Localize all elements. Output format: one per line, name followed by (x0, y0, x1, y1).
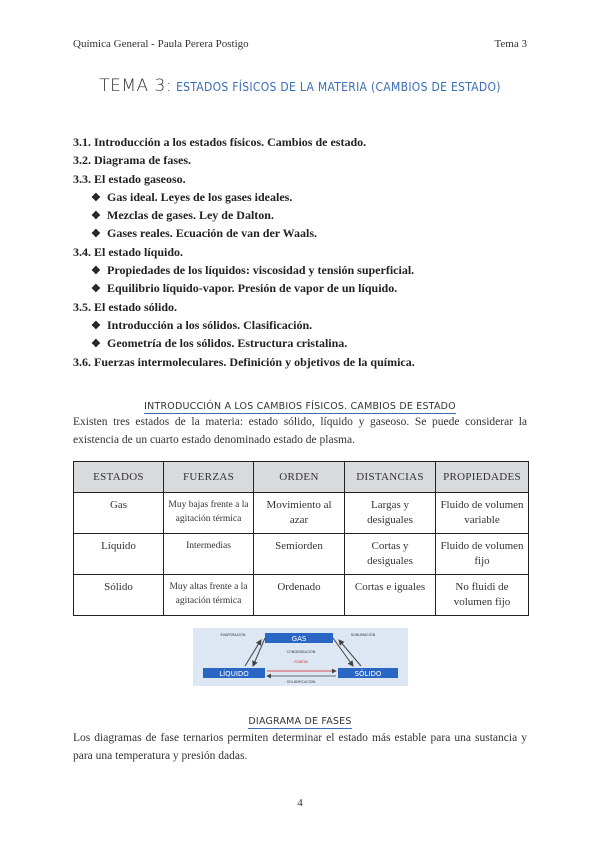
table-cell: Semiorden (254, 534, 345, 575)
table-cell: Cortas e iguales (345, 575, 436, 616)
toc-item (73, 133, 527, 151)
label-sublimacion: SUBLIMACIÓN (350, 633, 376, 637)
toc-item-text: Gas ideal. Leyes de los gases ideales. (107, 189, 293, 204)
page-number: 4 (297, 797, 303, 809)
table-cell: Fluido de volumen variable (436, 493, 529, 534)
table-cell: Fluido de volumen fijo (436, 534, 529, 575)
table-cell: Ordenado (254, 575, 345, 616)
table-row (74, 493, 529, 534)
toc-item-text: Mezclas de gases. Ley de Dalton. (107, 208, 274, 223)
solid-label: SÓLIDO (354, 670, 382, 678)
state-changes-svg (193, 628, 408, 686)
table-cell: Líquido (74, 534, 164, 575)
page-title (0, 76, 600, 96)
table-cell: Movimiento al azar (254, 493, 345, 534)
toc-item (73, 243, 527, 261)
arrow-gas-solid (333, 638, 353, 666)
toc-item (73, 261, 527, 279)
diamond-bullet-icon: ❖ (91, 191, 101, 204)
diamond-bullet-icon: ❖ (91, 210, 101, 223)
section-heading-intro (0, 396, 600, 414)
toc-item (73, 188, 527, 206)
header-topic: Tema 3 (494, 38, 527, 50)
table-header-cell: PROPIEDADES (436, 462, 529, 493)
table-header-cell: ESTADOS (74, 462, 164, 493)
toc-item (73, 206, 527, 224)
table-cell: Muy bajas frente a la agitación térmica (164, 493, 254, 534)
toc-item-text: Propiedades de los líquidos: viscosidad y tensión superficial. (107, 263, 415, 278)
diamond-bullet-icon: ❖ (91, 338, 101, 351)
toc-item-text: 3.1. Introducción a los estados físicos. Cambios de estado. (73, 135, 367, 149)
toc-item (73, 170, 527, 188)
table-cell: Muy altas frente a la agitación térmica (164, 575, 254, 616)
diamond-bullet-icon: ❖ (91, 228, 101, 241)
label-condensacion: CONDENSACIÓN (286, 650, 316, 654)
toc-item-text: 3.2. Diagrama de fases. (73, 153, 191, 168)
table-row (74, 575, 529, 616)
table-row (74, 534, 529, 575)
label-solidificacion: SOLIDIFICACIÓN (286, 680, 316, 684)
diamond-bullet-icon: ❖ (91, 283, 101, 296)
table-cell: Intermedias (164, 534, 254, 575)
label-evaporacion: EVAPORACIÓN (220, 633, 246, 637)
toc-item (73, 298, 527, 316)
label-fusion: FUSIÓN (294, 660, 308, 664)
section-heading-intro-text: INTRODUCCIÓN A LOS CAMBIOS FÍSICOS. CAMBIOS DE ESTADO (144, 401, 456, 412)
state-changes-diagram (193, 628, 408, 686)
table-cell: Sólido (74, 575, 164, 616)
title-main: TEMA 3: (99, 76, 173, 96)
section-heading-phase-diagram (0, 711, 600, 729)
diamond-bullet-icon: ❖ (91, 319, 101, 332)
phase-diagram-paragraph: Los diagramas de fase ternarios permiten determinar el estado más estable para una sustancia y para una temperatura y presión dadas. (73, 732, 527, 762)
toc-item-text: 3.3. El estado gaseoso. (73, 171, 186, 186)
gas-label: GAS (291, 635, 307, 643)
intro-paragraph: Existen tres estados de la materia: estado sólido, líquido y gaseoso. Se puede considerar la existencia de un cuarto estado denominado estado de plasma. (73, 416, 527, 446)
toc-item (73, 316, 527, 334)
diamond-bullet-icon: ❖ (91, 265, 101, 278)
toc-item-text: 3.6. Fuerzas intermoleculares. Definición y objetivos de la química. (73, 354, 415, 369)
title-subtitle: ESTADOS FÍSICOS DE LA MATERIA (CAMBIOS DE ESTADO) (176, 80, 501, 94)
toc-item-text: Gases reales. Ecuación de van der Waals. (107, 226, 318, 241)
arrow-gas-liquid (253, 638, 265, 666)
table-cell: No fluidi de volumen fijo (436, 575, 529, 616)
toc-item (73, 279, 527, 297)
table-cell: Cortas y desiguales (345, 534, 436, 575)
toc-item-text: Geometría de los sólidos. Estructura cristalina. (107, 336, 348, 351)
table-cell: Gas (74, 493, 164, 534)
liquid-label: LÍQUIDO (219, 670, 249, 678)
toc-item-text: 3.4. El estado líquido. (73, 244, 184, 259)
table-cell: Largas y desiguales (345, 493, 436, 534)
header-author: Química General - Paula Perera Postigo (73, 38, 249, 50)
table-header-row (74, 462, 529, 493)
toc-item (73, 224, 527, 242)
table-header-cell: FUERZAS (164, 462, 254, 493)
toc-item-text: Equilibrio líquido-vapor. Presión de vapor de un líquido. (107, 281, 398, 296)
toc-item (73, 151, 527, 169)
table-header-cell: DISTANCIAS (345, 462, 436, 493)
table-of-contents (73, 133, 527, 371)
table-header-cell: ORDEN (254, 462, 345, 493)
states-table (73, 461, 529, 616)
toc-item-text: Introducción a los sólidos. Clasificación. (107, 317, 313, 332)
toc-item (73, 353, 527, 371)
toc-item-text: 3.5. El estado sólido. (73, 299, 178, 314)
toc-item (73, 334, 527, 352)
section-heading-phase-diagram-text: DIAGRAMA DE FASES (248, 716, 352, 727)
